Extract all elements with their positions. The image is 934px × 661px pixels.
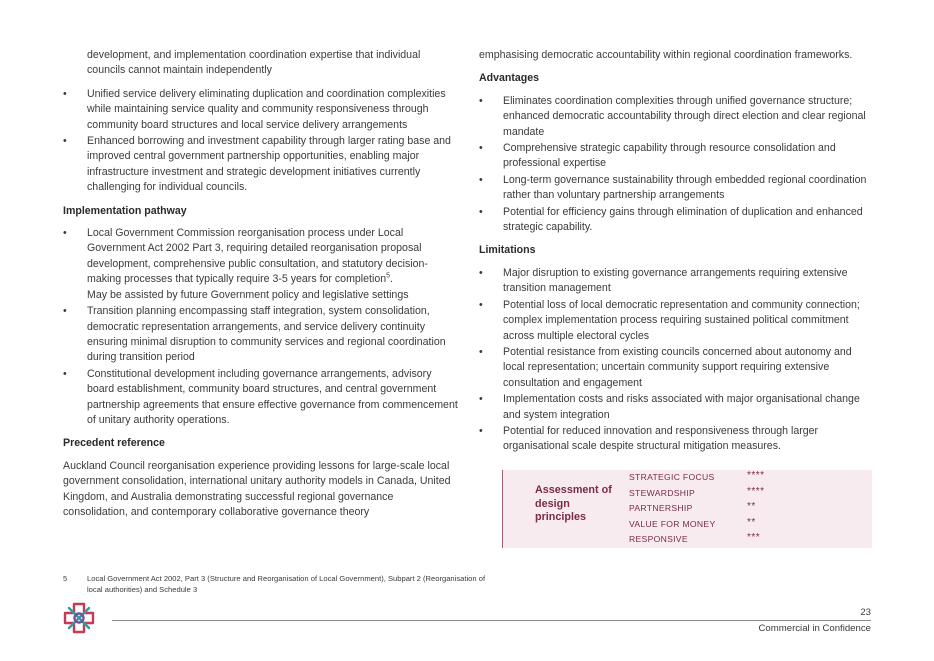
bullet-icon: • <box>479 298 483 311</box>
impl-bullet-extra: May be assisted by future Government policy and legislative settings <box>87 288 409 301</box>
assessment-row <box>629 503 849 519</box>
assessment-stars: **** <box>747 470 765 481</box>
footer-divider <box>112 620 871 621</box>
interlocking-cross-logo-icon <box>62 601 96 635</box>
page-number: 23 <box>860 607 871 618</box>
list-item: • Eliminates coordination complexities through unified governance structure; enhanced democratic accountability through direct election and clear regional mandate <box>479 94 866 138</box>
bullet-icon: • <box>63 227 67 240</box>
assessment-rows <box>629 472 849 550</box>
footnote-reference[interactable]: 5 <box>386 272 391 280</box>
bullet-icon: • <box>63 135 67 148</box>
assessment-stars: ** <box>747 501 756 513</box>
implementation-list <box>63 226 458 428</box>
limitations-heading: Limitations <box>479 244 536 257</box>
list-item: • Comprehensive strategic capability through resource consolidation and professional expertise <box>479 142 836 170</box>
bullet-icon: • <box>63 305 67 318</box>
bullet-icon: • <box>479 424 483 437</box>
assessment-label: STEWARDSHIP <box>629 487 696 498</box>
list-item: • Potential loss of local democratic representation and community connection; complex implementation process requiring sustained political commitment across multiple electoral cycles <box>479 298 860 342</box>
assessment-stars: *** <box>747 532 761 544</box>
list-item: • Implementation costs and risks associated with major organisational change and system integration <box>479 393 860 421</box>
assessment-title: Assessment of design principles <box>535 484 612 523</box>
footnote <box>63 574 487 595</box>
assessment-label: PARTNERSHIP <box>629 503 693 514</box>
limitations-list <box>479 266 874 455</box>
assessment-row <box>629 485 849 504</box>
bullet-icon: • <box>63 87 67 100</box>
implementation-pathway-heading: Implementation pathway <box>63 204 187 217</box>
bullet-icon: • <box>63 367 67 380</box>
list-item: • Constitutional development including governance arrangements, advisory board establishment, community board structures, and central government partnership agreements that ensure effective governance from commencement of unitary authority operations. <box>63 367 458 426</box>
advantages-list <box>479 94 874 236</box>
footnote-text: Local Government Act 2002, Part 3 (Structure and Reorganisation of Local Government), Subpart 2 (Reorganisation of local authorities) and Schedule 3 <box>87 574 486 594</box>
list-item: • Potential resistance from existing councils concerned about autonomy and local representation; uncertain community support requiring extensive consultation and engagement <box>479 345 852 389</box>
list-item: • Major disruption to existing governance arrangements requiring extensive transition management <box>479 266 848 295</box>
assessment-stars: **** <box>747 485 765 497</box>
list-item: • Potential for efficiency gains through elimination of duplication and enhanced strategic capability. <box>479 205 863 234</box>
advantages-heading: Advantages <box>479 72 540 85</box>
bullet-icon: • <box>479 94 483 107</box>
assessment-label: VALUE FOR MONEY <box>629 518 716 529</box>
confidentiality-label: Commercial in Confidence <box>758 623 871 634</box>
bullet-icon: • <box>479 205 483 218</box>
list-item: • Long-term governance sustainability through embedded regional coordination rather than voluntary partnership arrangements <box>479 173 867 202</box>
right-column <box>479 48 874 456</box>
bullet-icon: • <box>479 393 483 406</box>
bullet-icon: • <box>479 173 483 186</box>
footnote-mark: 5 <box>63 574 68 583</box>
assessment-row <box>629 516 849 535</box>
impl-bullet-text: Local Government Commission reorganisation process under Local Government Act 2002 Part 3, requiring detailed reorganisation proposal development, comprehensive public consultation, and statutory decision-making processes that typically require 3-5 years for completion <box>87 227 428 286</box>
benefits-list <box>63 87 458 196</box>
left-column <box>63 48 458 528</box>
left-intro-paragraph: development, and implementation coordination expertise that individual councils cannot maintain independently <box>87 49 421 77</box>
list-item: • Enhanced borrowing and investment capability through larger rating base and improved central government partnership opportunities, enabling major infrastructure investment and strategic development initiatives currently challenging for individual councils. <box>63 135 451 194</box>
bullet-icon: • <box>479 266 483 279</box>
assessment-row <box>629 534 849 550</box>
assessment-label: STRATEGIC FOCUS <box>629 472 715 482</box>
bullet-icon: • <box>479 345 483 358</box>
right-intro-paragraph: emphasising democratic accountability within regional coordination frameworks. <box>479 49 853 61</box>
assessment-stars: ** <box>747 516 756 528</box>
list-item: • Local Government Commission reorganisation process under Local Government Act 2002 Part 3, requiring detailed reorganisation proposal development, comprehensive public consultation, and statutory decision-making processes that typically require 3-5 years for completion$^5$. May be assisted by future Government policy and legislative settings <box>63 227 428 301</box>
assessment-row <box>629 472 849 488</box>
assessment-label: RESPONSIVE <box>629 534 688 545</box>
design-principles-assessment <box>502 470 872 548</box>
precedent-reference-heading: Precedent reference <box>63 437 165 450</box>
list-item: • Transition planning encompassing staff integration, system consolidation, democratic representation arrangements, and service delivery continuity ensuring minimal disruption to community services and regional coordination during transition period <box>63 305 446 364</box>
bullet-icon: • <box>479 142 483 155</box>
list-item: • Unified service delivery eliminating duplication and coordination complexities while maintaining service quality and community responsiveness through community board structures and local service delivery arrangements <box>63 87 446 131</box>
precedent-paragraph: Auckland Council reorganisation experience providing lessons for large-scale local government consolidation, international unitary authority models in Canada, United Kingdom, and Australia demonstrating successful regional governance consolidation, and contemporary collaborative governance theory <box>63 459 451 518</box>
list-item: • Potential for reduced innovation and responsiveness through larger organisational scale despite structural mitigation measures. <box>479 424 819 453</box>
